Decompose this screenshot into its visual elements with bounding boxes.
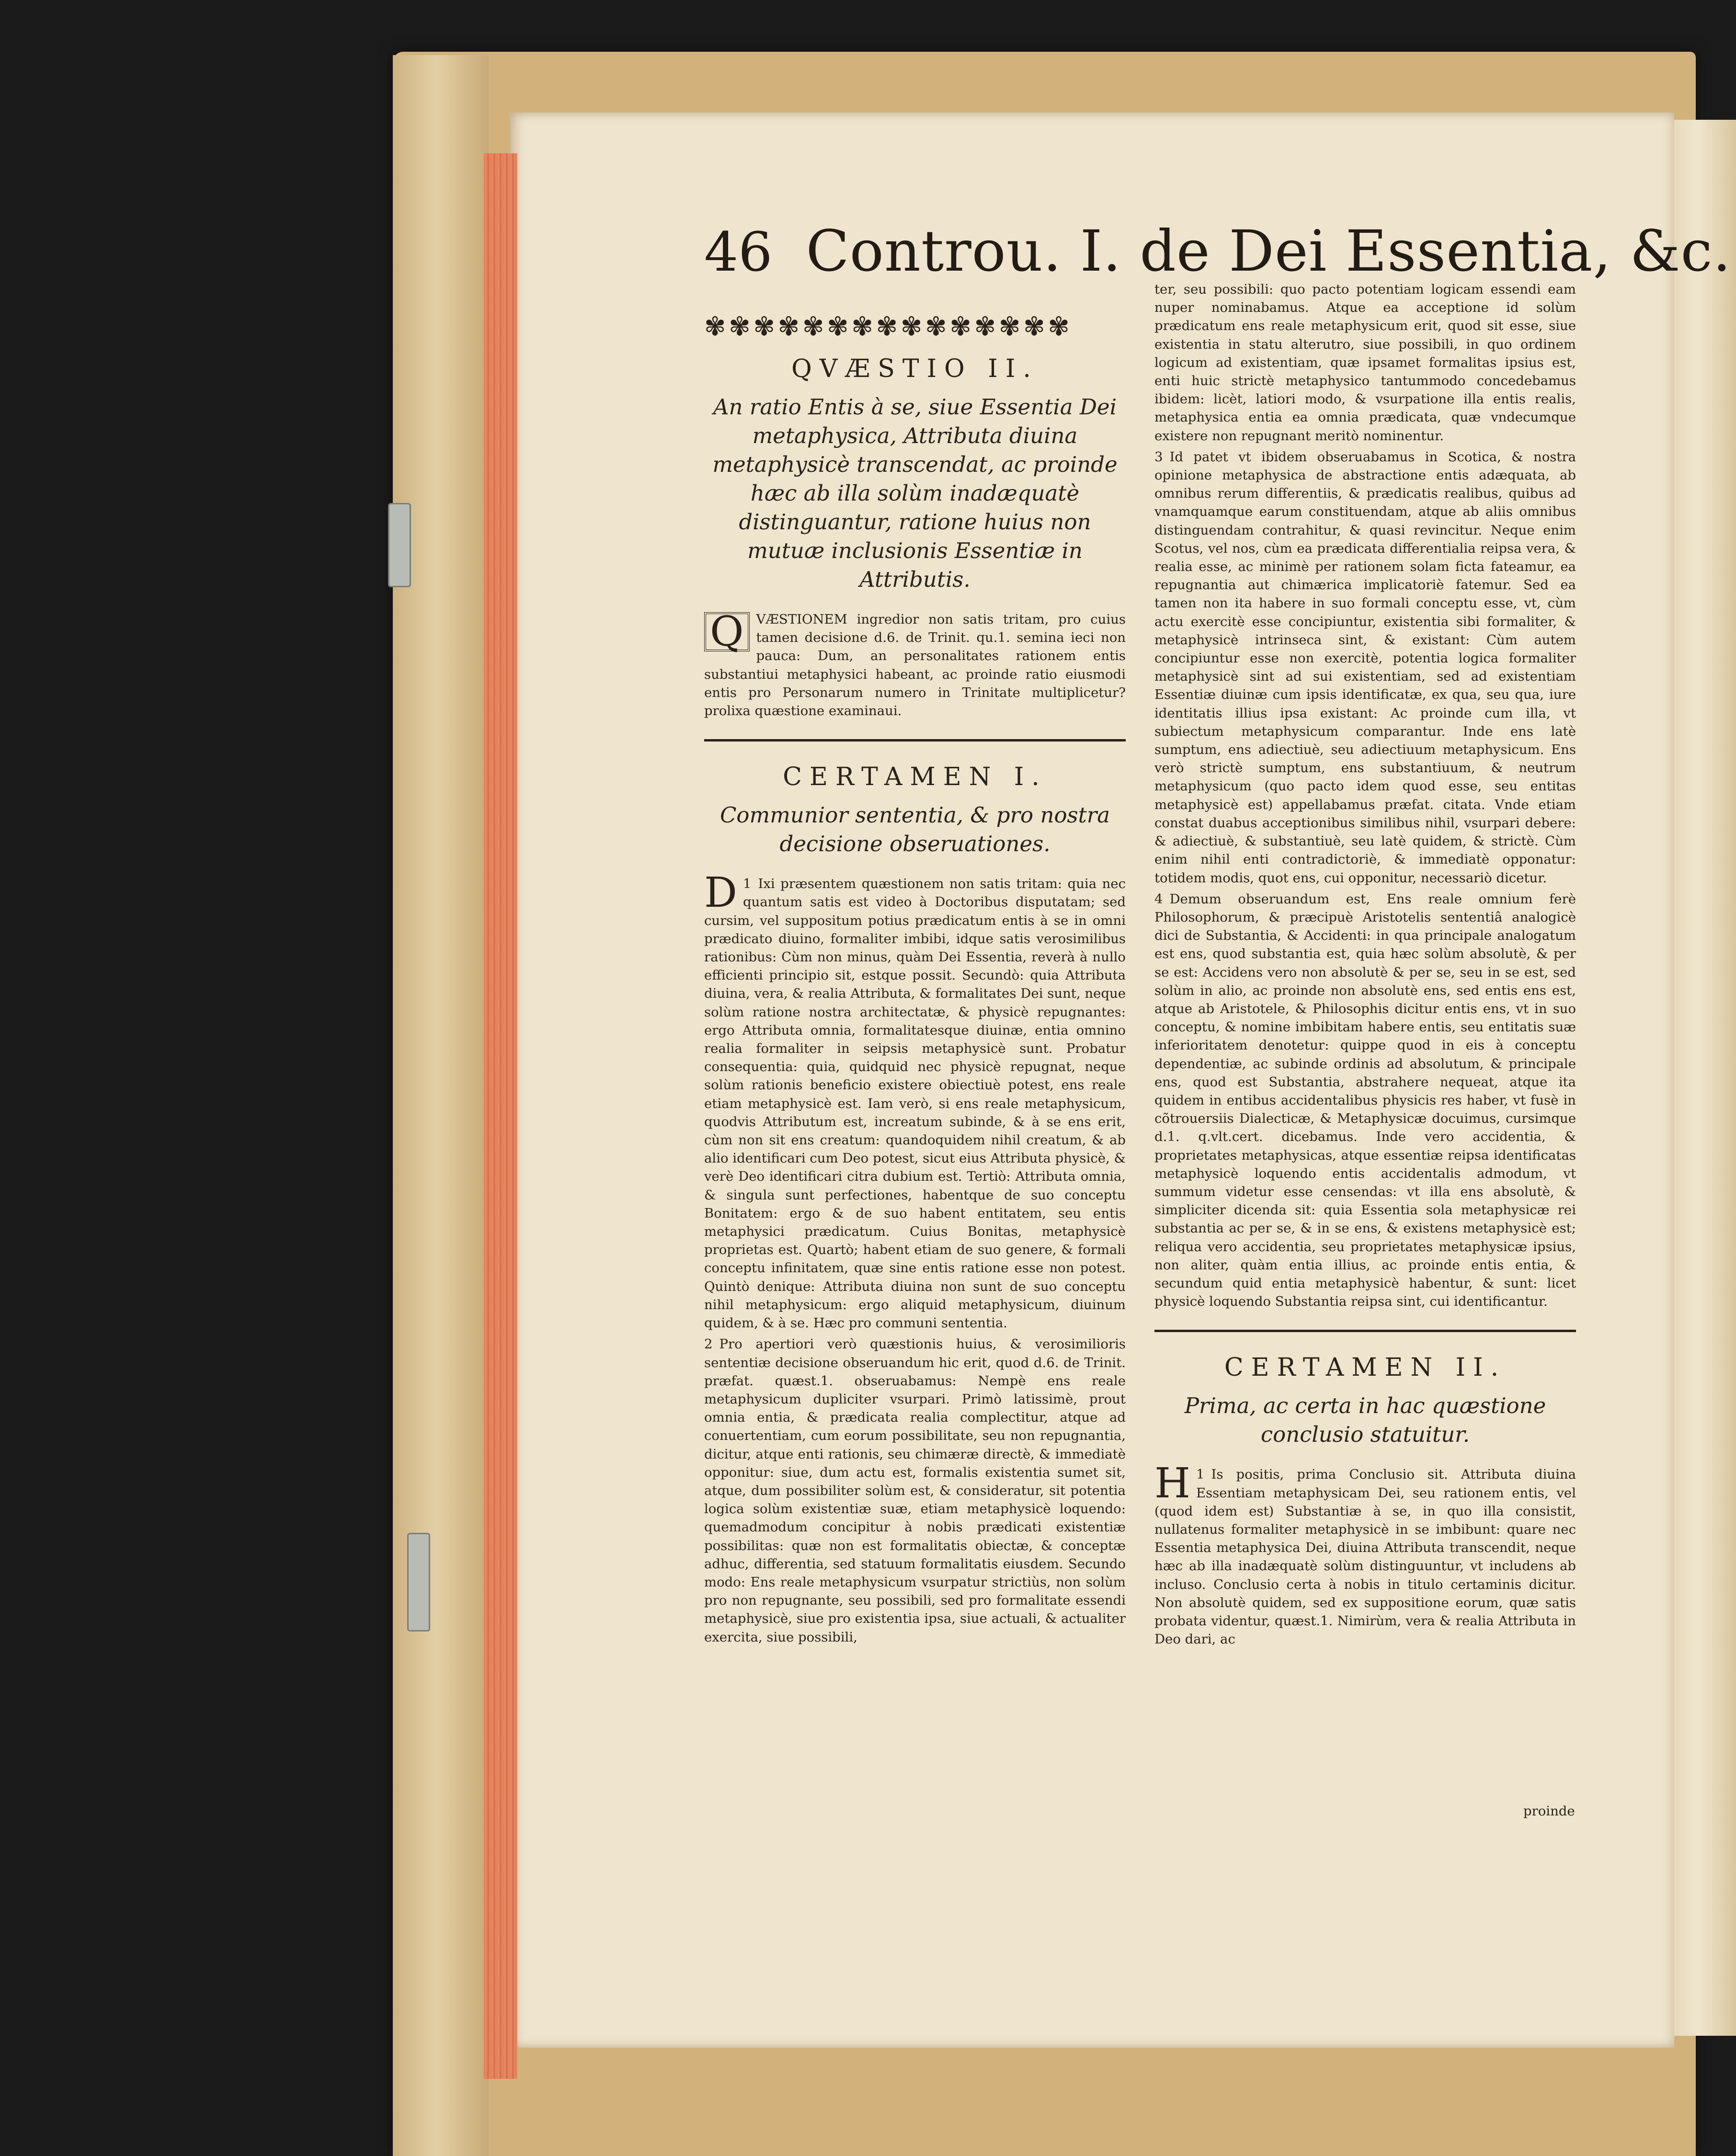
left-column — [704, 354, 1126, 1649]
paragraph-4 — [1154, 890, 1576, 1311]
ornament-band: ✾✾✾✾✾✾✾✾✾✾✾✾✾✾✾ — [704, 311, 1073, 342]
certamen1-paragraph-2 — [704, 1335, 1126, 1646]
catchword: proinde — [1523, 1803, 1575, 1819]
paragraph-text: Is positis, prima Conclusio sit. Attributa diuina Essentiam metaphysicam Dei, seu rationem entis, vel (quod idem est) Substantiæ à se, in quo illa consistit, nullatenus formaliter metaphysicè in se imbibunt: quare nec Essentia metaphysica Dei, diuina Attributa transcendit, neque hæc ab illa inadæquatè solùm distinguuntur, vt includens ab incluso. Conclusio certa à nobis in titulo certaminis dicitur. Non absolutè quidem, sed ex suppositione eorum, quæ satis probata videntur, quæst.1. Nimirùm, vera & realia Attributa in Deo dari, ac — [1154, 1467, 1576, 1647]
paragraph-text: Id patet vt ibidem obseruabamus in Scotica, & nostra opinione metaphysica de abstractione entis adæquata, ab omnibus rerum differentiis, & prædicatis realibus, quibus ad vnamquamque earum constituendam, atque ab aliis omnibus distinguendam contrahitur, & quasi revincitur. Neque enim Scotus, vel nos, cùm ea prædicata differentialia reipsa vera, & realia esse, ac minimè per rationem solam ficta fateamur, ea repugnantia aut chimærica implicatoriè fatemur. Sed ea tamen non ita habere in suo formali conceptu esse, vt, cùm actu exercitè esse concipiuntur, existentia sibi formaliter, & metaphysicè intrinseca sint, & existant: Cùm autem concipiuntur esse non exercitè, potentia logica formaliter metaphysicè sint ad sui existentiam, sed ad existentiam Essentiæ diuinæ cum ipsis identificatæ, ex qua, seu qua, iure identitatis illius ipsa existant: Ac proinde cum illa, vt subiectum metaphysicum comparantur. Inde ens latè sumptum, ens adiectiuè, seu adiectiuum metaphysicum. Ens verò strictè sumptum, ens substantiuum, & neutrum metaphysicum (quo pacto idem quod esse, seu entitas metaphysicè est) appellabamus præfat. citata. Vnde etiam constat duabus acceptionibus similibus nihil, vsurpari debere: & adiectiuè, & substantiuè, seu latè quidem, & strictè. Cùm enim nihil enti contradictoriè, & immediatè opponatur: totidem modis, quot ens, cui opponitur, necessariò dicetur. — [1154, 449, 1576, 886]
certamen2-heading: CERTAMEN II. — [1224, 1353, 1507, 1382]
paragraph-3 — [1154, 448, 1576, 887]
section-rule — [1154, 1330, 1576, 1332]
paragraph-number: 2 — [704, 1336, 713, 1352]
paragraph-number: 3 — [1154, 449, 1163, 465]
certamen1-heading: CERTAMEN I. — [783, 763, 1047, 792]
certamen1-title: Communior sententia, & pro nostra decisione obseruationes. — [720, 802, 1110, 857]
quaestio-intro-text: VÆSTIONEM ingredior non satis tritam, pro cuius tamen decisione d.6. de Trinit. qu.1. semina ieci non pauca: Dum, an personalitates rationem entis substantiui metaphysici habeant, ac proinde ratio eiusmodi entis pro Personarum numero in Trinitate multiplicetur? prolixa quæstione examinaui. — [704, 612, 1126, 719]
initial-h: H — [1154, 1460, 1190, 1508]
certamen2-paragraph-1 — [1154, 1460, 1576, 1648]
section-rule — [704, 739, 1126, 741]
paragraph-text: Demum obseruandum est, Ens reale omnium ferè Philosophorum, & præcipuè Aristotelis sententiâ analogicè dici de Substantia, & Accidenti: in qua principale analogatum est ens, quod substantia est, quia hæc solùm absolutè, & per se est: Accidens vero non absolutè & per se, seu in se est, sed solùm in alio, ac proinde non absolutè ens, sed entis ens est, atque ab Aristotele, & Philosophis dicitur entis ens, vt in suo conceptu, & nomine imbibitam habere entis, seu entitatis suæ inferioritatem denotetur: quippe quod in eis à conceptu dependentiæ, ac subinde ordinis ad absolutum, & principale ens, quod est Substantia, abstrahere nequeat, atque ita quidem in entibus accidentalibus physicis res haber, vt fusè in cõtrouersiis Dialecticæ, & Metaphysicæ docuimus, cursimque d.1. q.vlt.cert. dicebamus. Inde vero accidentia, & proprietates metaphysicas, atque essentiæ reipsa identificatas metaphysicè loquendo entis accidentalis admodum, vt summum videtur esse censendas: vt illa ens absolutè, & simpliciter dicenda sit: quia Essentia sola metaphysicæ rei substantia ac per se, & in se ens, & existens metaphysicè est; reliqua vero accidentia, seu proprietates metaphysicæ ipsius, non aliter, quàm entia illius, ac proinde entis entia, & secundum quid entia metaphysicè habentur, & sunt: licet physicè loquendo Substantia reipsa sint, cui identificantur. — [1154, 891, 1576, 1310]
page-fore-edge — [484, 153, 517, 2079]
quaestio-heading: QVÆSTIO II. — [791, 354, 1039, 383]
right-column — [1154, 280, 1576, 1651]
paragraph-number: 4 — [1154, 891, 1163, 907]
initial-d: D — [704, 869, 737, 917]
certamen1-paragraph-1 — [704, 869, 1126, 1332]
clasp-lower — [407, 1533, 430, 1631]
page-number: 46 — [704, 221, 773, 284]
quaestio-title: An ratio Entis à se, siue Essentia Dei metaphysica, Attributa diuina metaphysicè transcendat, ac proinde hæc ab illa solùm inadæquatè distinguantur, ratione huius non mutuæ inclusionis Essentiæ in Attributis. — [712, 394, 1118, 592]
paragraph-number: 1 — [742, 876, 752, 892]
paragraph-text: Ixi præsentem quæstionem non satis tritam: quia nec quantum satis est video à Doctoribus disputatam; sed cursim, vel suppositum potius prædicatum entis à se in omni prædicato diuino, formaliter imbibi, idque satis verosimilibus rationibus: Cùm non minus, quàm Dei Essentia, reverà à nullo efficienti principio sit, estque possit. Secundò: quia Attributa diuina, vera, & realia Attributa, & formalitates Dei sunt, neque solùm ratione nostra architectatæ, & physicè repugnantes: ergo Attributa omnia, formalitatesque diuinæ, entia omnino realia formaliter in seipsis metaphysicè sunt. Probatur consequentia: quia, quidquid nec physicè repugnat, neque solùm rationis beneficio existere obiectiuè potest, ens reale etiam metaphysicè est. Iam verò, si ens reale metaphysicum, quodvis Attributum est, increatum subinde, & à se ens erit, cùm non sit ens creatum: quandoquidem nihil creatum, & ab alio identificari cum Deo potest, sicut eius Attributa physicè, & verè Deo identificari citra dubium est. Tertiò: Attributa omnia, & singula sunt perfectiones, habentque de suo conceptu Bonitatem: ergo & de suo habent entitatem, seu entis metaphysici prædicatum. Cuius Bonitas, metaphysicè proprietas est. Quartò; habent etiam de suo genere, & formali conceptu infinitatem, quæ sine entis ratione esse non potest. Quintò denique: Attributa diuina non sunt de suo conceptu nihil metaphysicum: ergo aliquid metaphysicum, diuinum quidem, & à se. Hæc pro communi sententia. — [704, 876, 1126, 1331]
dropcap-q: Q — [704, 612, 750, 651]
running-head — [704, 218, 1732, 290]
continued-paragraph: ter, seu possibili: quo pacto potentiam logicam essendi eam nuper nominabamus. Atque ea acceptione id solùm prædicatum ens reale metaphysicum erit, quod sit esse, siue existentia in statu alterutro, siue possibili, in quo ordinem logicum ad existentiam, quæ ipsamet formalitas ipsius est, enti huic strictè metaphysico tantummodo concedebamus ibidem: licèt, latiori modo, & vsurpatione illa entis realis, metaphysica entia ea omnia prædicata, quæ vndecumque existere non repugnant meritò nominentur. — [1154, 282, 1576, 444]
paragraph-text: Pro apertiori verò quæstionis huius, & verosimilioris sententiæ decisione obseruandum hic erit, quod d.6. de Trinit. præfat. quæst.1. obseruabamus: Nempè ens reale metaphysicum dupliciter vsurpari. Primò latissimè, prout omnia entia, & prædicata realia complectitur, atque ad conuertentiam, cum eorum possibilitate, seu non repugnantia, dicitur, atque enti rationis, seu chimæræ directè, & immediatè opponitur: siue, dum actu est, formalis existentia sumet sit, atque, dum possibiliter solùm est, & consideratur, sit potentia logica solùm existentiæ suæ, etiam metaphysicè loquendo: quemadmodum concipitur à nobis prædicati existentiæ possibilitas: quæ non est formalitatis obiectæ, & conceptæ adhuc, differentia, sed statuum formalitatis eiusdem. Secundo modo: Ens reale metaphysicum vsurpatur strictiùs, non solùm pro non repugnante, seu possibili, sed pro formalitate essendi metaphysicè, siue pro existentia ipsa, siue actuali, & actualiter exercita, siue possibili, — [704, 1336, 1126, 1645]
certamen2-title: Prima, ac certa in hac quæstione conclusio statuitur. — [1184, 1393, 1546, 1448]
paragraph-number: 1 — [1196, 1467, 1205, 1483]
header-title: Controu. I. de Dei Essentia, &c. — [806, 218, 1732, 284]
clasp-upper — [388, 503, 411, 587]
book-binding — [393, 55, 489, 2156]
quaestio-intro — [704, 610, 1126, 720]
facing-page-edge — [1672, 120, 1736, 2036]
